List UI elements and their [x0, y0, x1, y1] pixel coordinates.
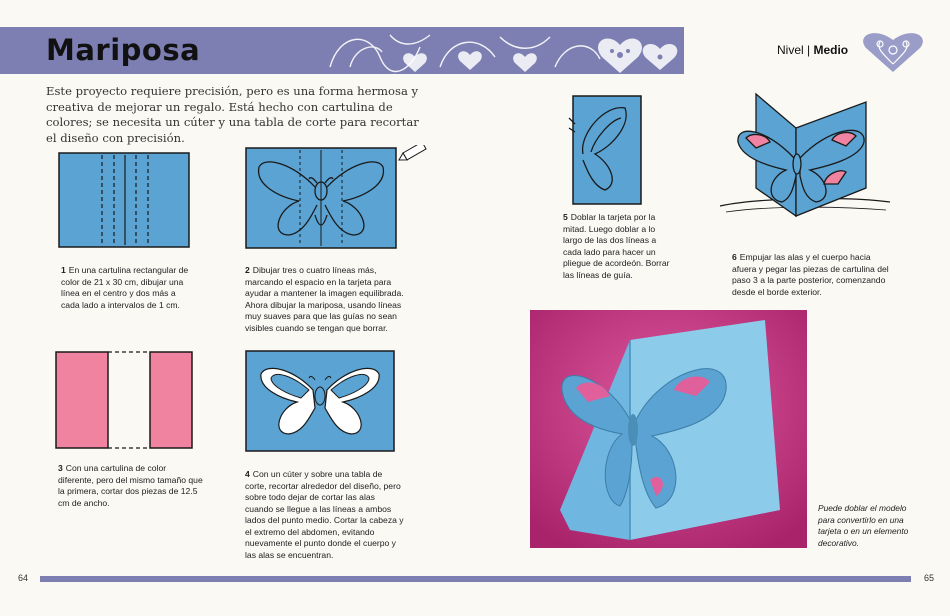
page-number-left: 64: [18, 573, 29, 583]
lace-decoration: [320, 27, 684, 74]
step-1-illustration: [58, 152, 190, 248]
step-1-text: 1 En una cartulina rectangular de color de 21 x 30 cm, dibujar una línea en el centro y dos más a cada lado a intervalos de 1 cm.: [61, 265, 189, 310]
step-2-text: 2 Dibujar tres o cuatro líneas más, marcando el espacio en la tarjeta para ayudar a mantener la imagen equilibrada. Ahora dibujar la mariposa, usando líneas muy suaves para que las guías no sean visibles cuando se tengan que borrar.: [245, 265, 404, 333]
level-value: Medio: [813, 43, 849, 57]
photo-caption: Puede doblar el modelo para convertirlo en una tarjeta o en un elemento decorativo.: [818, 503, 909, 548]
step-4-text: 4 Con un cúter y sobre una tabla de corte, recortar alrededor del diseño, pero sobre todo dejar de cortar las alas cuando se llegue a las líneas a ambos lados del punto medio. Cortar la cabeza y el extremo del abdomen, evitando nuevamente el punto donde el cuerpo y las alas se encuentran.: [245, 469, 404, 560]
step-3-text: 3 Con una cartulina de color diferente, pero del mismo tamaño que la primera, cortar dos piezas de 12.5 cm de ancho.: [58, 463, 203, 508]
page-title: Mariposa: [46, 33, 201, 67]
step-5-illustration: [565, 94, 645, 206]
step-5-text: 5 Doblar la tarjeta por la mitad. Luego doblar a lo largo de las dos líneas a cada lado para hacer un pliegue de acordeón. Borrar las líneas de guía.: [563, 212, 670, 280]
step-3-illustration: [55, 348, 195, 450]
step-4-illustration: [245, 350, 395, 452]
step-2-illustration: [245, 145, 430, 250]
intro-paragraph: Este proyecto requiere precisión, pero es una forma hermosa y creativa de mejorar un regalo. Está hecho con cartulina de colores; se necesita un cúter y una tabla de corte para recortar el diseño con precisión.: [46, 84, 419, 145]
level-label: Nivel: [777, 43, 804, 57]
heart-lace-icon: [858, 30, 928, 74]
finished-card-photo: [530, 310, 807, 548]
step-6-text: 6 Empujar las alas y el cuerpo hacia afuera y pegar las piezas de cartulina del paso 3 a la parte posterior, comenzando desde el borde exterior.: [732, 252, 889, 297]
step-6-illustration: [716, 88, 894, 228]
footer-bar: [40, 576, 911, 582]
page-number-right: 65: [924, 573, 935, 583]
difficulty-level: Nivel | Medio: [777, 43, 849, 57]
